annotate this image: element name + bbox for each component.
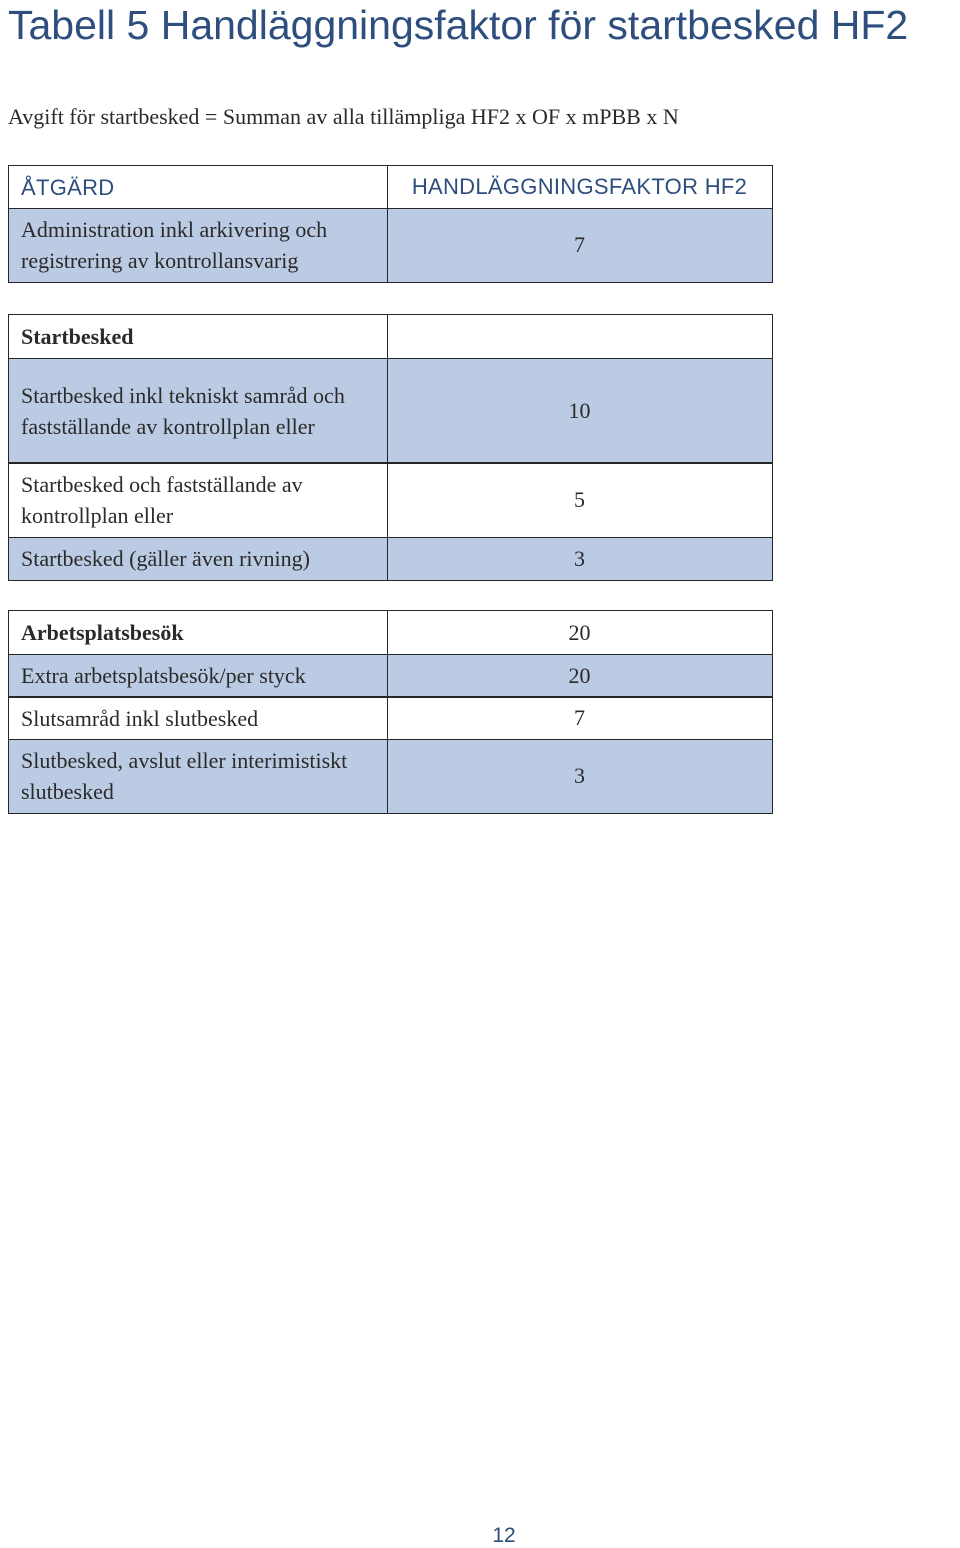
table-row xyxy=(8,698,773,741)
table-row xyxy=(8,740,773,814)
table-row xyxy=(8,209,773,283)
section-title: Startbesked xyxy=(8,314,388,359)
empty-factor-cell xyxy=(387,314,773,359)
table-row xyxy=(8,464,773,539)
table-row xyxy=(8,655,773,698)
factor-cell: 7 xyxy=(387,696,773,740)
fee-formula: Avgift för startbesked = Summan av alla tillämpliga HF2 x OF x mPBB x N xyxy=(8,104,679,129)
table-administration xyxy=(8,165,773,283)
header-factor: HANDLÄGGNINGSFAKTOR HF2 xyxy=(387,165,773,209)
table-startbesked xyxy=(8,314,773,581)
section-header-row xyxy=(8,314,773,359)
action-cell: Slutbesked, avslut eller interimistiskt slutbesked xyxy=(8,739,388,814)
factor-cell: 3 xyxy=(387,537,773,581)
table-arbetsplatsbesok xyxy=(8,610,773,814)
table-header-row xyxy=(8,165,773,209)
page-title: Tabell 5 Handläggningsfaktor för startbesked HF2 xyxy=(8,2,909,48)
factor-cell: 10 xyxy=(387,358,773,464)
action-cell: Administration inkl arkivering och registrering av kontrollansvarig xyxy=(8,208,388,283)
action-cell: Startbesked inkl tekniskt samråd och fastställande av kontrollplan eller xyxy=(8,358,388,464)
header-action: ÅTGÄRD xyxy=(8,165,388,209)
table-row xyxy=(8,538,773,581)
action-cell: Slutsamråd inkl slutbesked xyxy=(8,696,388,740)
action-cell: Extra arbetsplatsbesök/per styck xyxy=(8,654,388,698)
table-row xyxy=(8,610,773,655)
factor-cell: 20 xyxy=(387,610,773,655)
action-cell: Startbesked (gäller även rivning) xyxy=(8,537,388,581)
factor-cell: 7 xyxy=(387,208,773,283)
action-cell: Startbesked och fastställande av kontrollplan eller xyxy=(8,462,388,538)
factor-cell: 3 xyxy=(387,739,773,814)
action-cell: Arbetsplatsbesök xyxy=(8,610,388,655)
factor-cell: 20 xyxy=(387,654,773,698)
factor-cell: 5 xyxy=(387,462,773,538)
page-number: 12 xyxy=(492,1524,516,1547)
table-row xyxy=(8,359,773,464)
